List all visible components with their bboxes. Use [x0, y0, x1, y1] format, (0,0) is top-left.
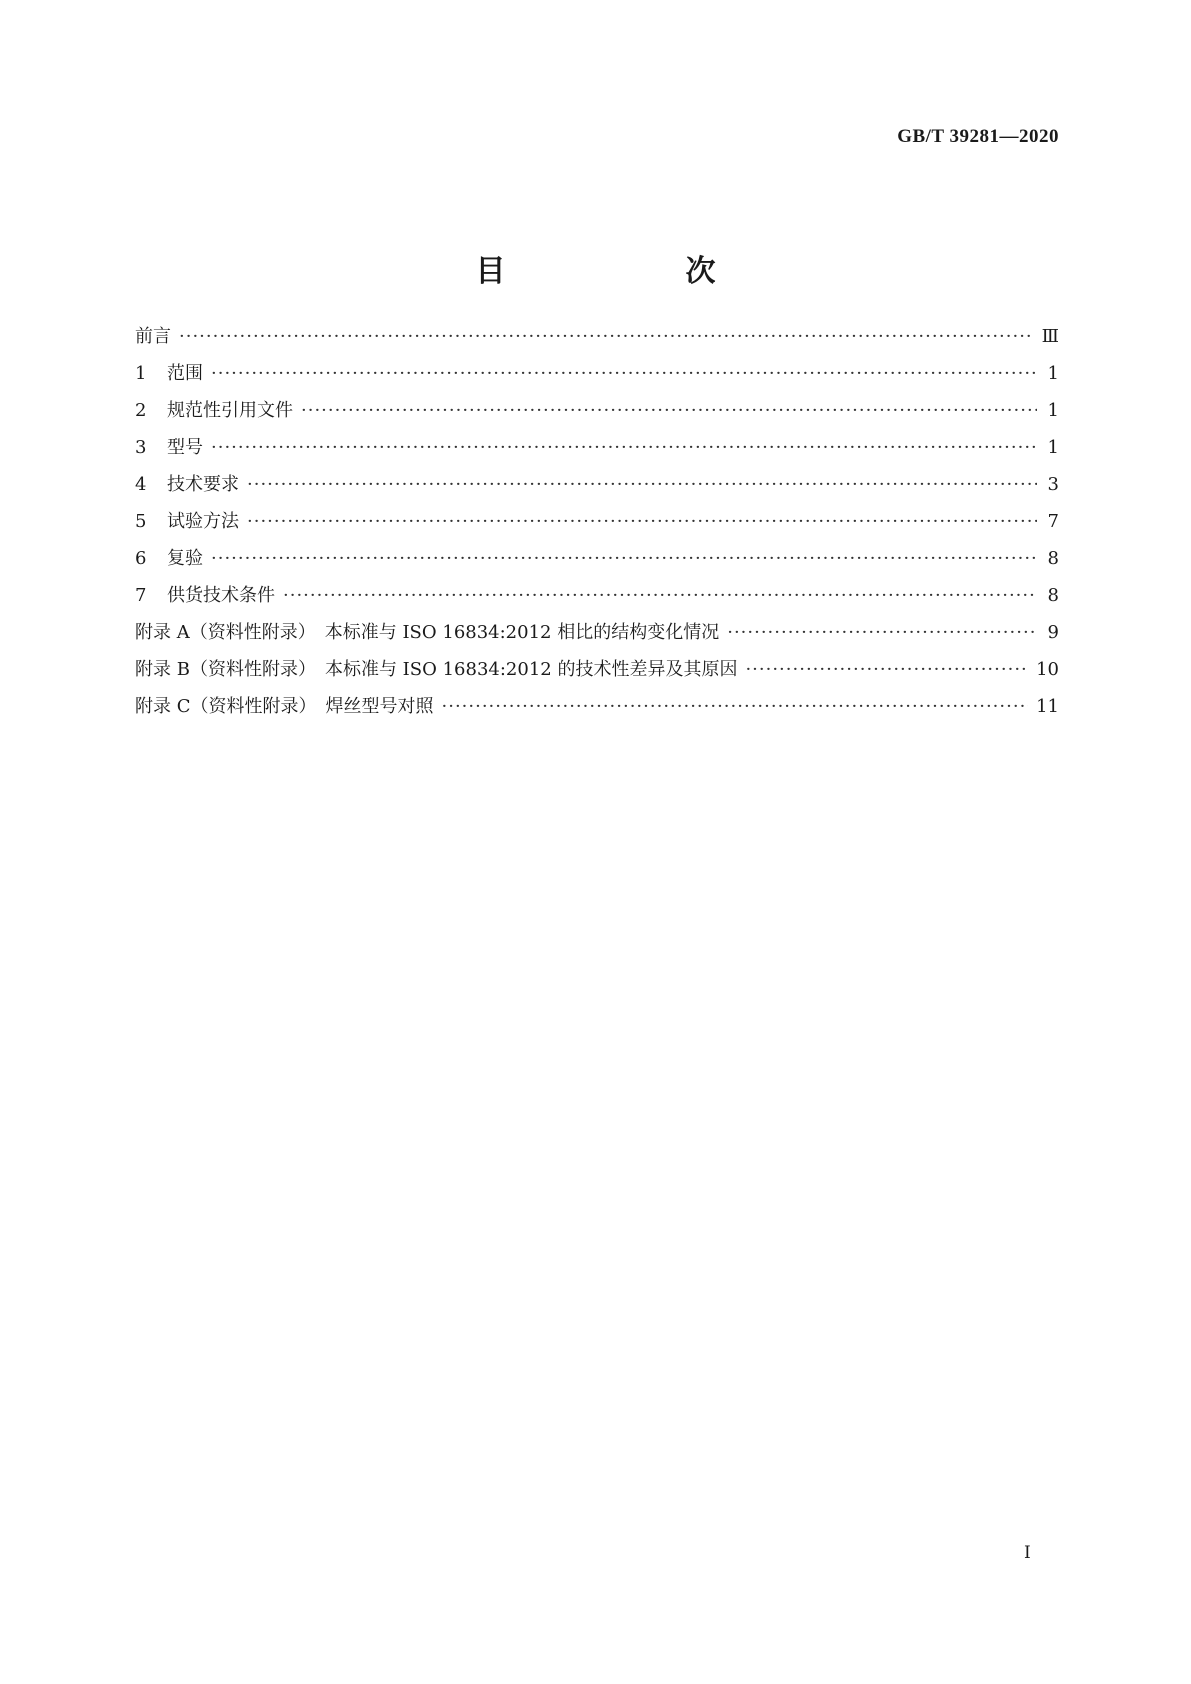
toc-entry-page: 1	[1047, 437, 1059, 458]
toc-leader-dots	[211, 437, 1037, 458]
toc-entry-annex-a[interactable]	[135, 618, 1059, 655]
toc-entry-retest[interactable]	[135, 544, 1059, 581]
toc-entry-scope[interactable]	[135, 359, 1059, 396]
toc-leader-dots	[211, 548, 1037, 569]
toc-entry-text: 复验	[167, 548, 203, 569]
toc-entry-page: 8	[1047, 548, 1059, 569]
toc-leader-dots	[247, 474, 1037, 495]
toc-entry-normative-references[interactable]	[135, 396, 1059, 433]
toc-entry-technical-requirements[interactable]	[135, 470, 1059, 507]
toc-entry-annex-c[interactable]	[135, 692, 1059, 729]
toc-leader-dots	[179, 326, 1034, 347]
toc-entry-text: 供货技术条件	[167, 585, 275, 606]
toc-entry-page: Ⅲ	[1041, 326, 1059, 347]
toc-entry-text: 试验方法	[167, 511, 239, 532]
toc-entry-page: 9	[1047, 622, 1059, 643]
toc-leader-dots	[301, 400, 1037, 421]
toc-entry-text: 技术要求	[167, 474, 239, 495]
toc-entry-text: 范围	[167, 363, 203, 384]
toc-entry-number: 2	[135, 400, 147, 421]
toc-entry-number: 5	[135, 511, 147, 532]
toc-leader-dots	[247, 511, 1037, 532]
toc-entry-supply-conditions[interactable]	[135, 581, 1059, 618]
toc-entry-number: 1	[135, 363, 147, 384]
toc-entry-number: 6	[135, 548, 147, 569]
toc-entry-foreword[interactable]	[135, 322, 1059, 359]
toc-entry-page: 10	[1036, 659, 1059, 680]
toc-entry-page: 7	[1047, 511, 1059, 532]
toc-entry-page: 8	[1047, 585, 1059, 606]
toc-entry-text: 附录 A（资料性附录） 本标准与 ISO 16834:2012 相比的结构变化情况	[135, 622, 720, 643]
toc-entry-test-methods[interactable]	[135, 507, 1059, 544]
toc-leader-dots	[442, 696, 1029, 717]
toc-entry-text: 型号	[167, 437, 203, 458]
toc-entry-page: 11	[1036, 696, 1059, 717]
page-title: 目 次	[475, 254, 756, 290]
toc-entry-number: 7	[135, 585, 147, 606]
toc-leader-dots	[211, 363, 1037, 384]
toc-entry-number: 4	[135, 474, 147, 495]
standard-code: GB/T 39281—2020	[897, 126, 1059, 147]
toc-entry-page: 3	[1047, 474, 1059, 495]
page-number: Ⅰ	[1024, 1543, 1031, 1563]
toc-entry-text: 附录 B（资料性附录） 本标准与 ISO 16834:2012 的技术性差异及其原因	[135, 659, 738, 680]
toc-entry-number: 3	[135, 437, 147, 458]
toc-entry-text: 前言	[135, 326, 171, 347]
toc-leader-dots	[745, 659, 1028, 680]
toc-entry-page: 1	[1047, 400, 1059, 421]
toc-entry-text: 附录 C（资料性附录） 焊丝型号对照	[135, 696, 434, 717]
toc-entry-annex-b[interactable]	[135, 655, 1059, 692]
toc-entry-text: 规范性引用文件	[167, 400, 293, 421]
toc-leader-dots	[727, 622, 1037, 643]
table-of-contents	[135, 322, 1059, 729]
toc-leader-dots	[283, 585, 1037, 606]
toc-entry-model[interactable]	[135, 433, 1059, 470]
toc-entry-page: 1	[1047, 363, 1059, 384]
